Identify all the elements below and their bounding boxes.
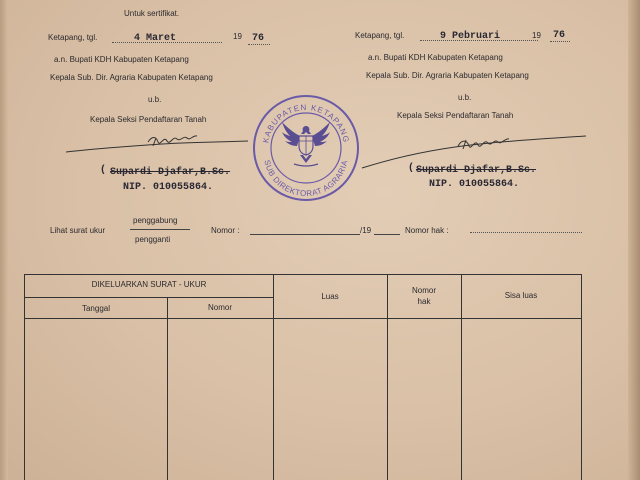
slash-year-label: /19 [360,226,372,235]
left-year-dotted-line [248,44,270,45]
nomor-fill-line [250,234,360,235]
col-divider-nomor [167,297,168,480]
svg-text:SUB DIREKTORAT AGRARIA: SUB DIREKTORAT AGRARIA [262,159,350,199]
right-century-label: 19 [532,31,541,40]
right-kepala-seksi-label: Kepala Seksi Pendaftaran Tanah [397,111,514,120]
left-year-value: 76 [252,33,265,44]
penggabung-divider [130,229,190,230]
year-fill-line [374,234,400,235]
left-official-name: Supardi Djafar,B.Sc. [110,167,231,178]
left-an-bupati-label: a.n. Bupati KDH Kabupaten Ketapang [54,55,189,64]
dikeluarkan-surat-ukur-header: DIKELUARKAN SURAT - UKUR [91,280,207,289]
right-official-name: Supardi Djafar,B.Sc. [416,165,537,176]
penggabung-label: penggabung [133,216,178,225]
lihat-surat-ukur-label: Lihat surat ukur [50,226,106,235]
untuk-sertifikat-label: Untuk sertifikat. [124,9,180,18]
nomor-hak-label: Nomor hak : [405,226,449,235]
right-date-value: 9 Pebruari [440,31,501,42]
nomor-hak-dotted-line [470,232,582,233]
right-ub-label: u.b. [458,93,472,102]
luas-column-header: Luas [321,292,339,301]
right-nip: NIP. 010055864. [429,179,520,190]
col-divider-sisa-luas [461,275,462,480]
left-kepala-seksi-label: Kepala Seksi Pendaftaran Tanah [90,115,207,124]
right-an-bupati-label: a.n. Bupati KDH Kabupaten Ketapang [368,53,503,62]
right-kepala-sub-label: Kepala Sub. Dir. Agraria Kabupaten Ketapang [366,71,529,80]
group-header-divider [25,297,273,298]
garuda-emblem-icon [282,122,330,166]
nomor-hak-column-header-line1: Nomor [411,286,436,295]
left-ub-label: u.b. [148,95,162,104]
svg-text:KABUPATEN KETAPANG: KABUPATEN KETAPANG [261,102,351,144]
nomor-hak-column-header-line2: hak [417,297,431,306]
paper-edge-left [0,0,8,480]
left-kepala-sub-label: Kepala Sub. Dir. Agraria Kabupaten Ketapang [50,73,213,82]
left-name-open-paren: ( [100,165,107,176]
right-year-value: 76 [553,30,566,41]
survey-issuance-table [24,274,582,480]
col-divider-luas [273,275,274,480]
right-name-open-paren: ( [408,163,415,174]
right-place-label: Ketapang, tgl. [355,31,405,40]
left-century-label: 19 [233,32,242,41]
tanggal-column-header: Tanggal [81,304,111,313]
left-nip: NIP. 010055864. [123,182,214,193]
pengganti-label: pengganti [135,235,171,244]
left-signature [62,130,252,160]
nomor-column-header: Nomor [207,303,232,312]
paper-edge-right [628,0,640,480]
left-date-value: 4 Maret [134,33,177,44]
nomor-label: Nomor : [211,226,240,235]
sisa-luas-column-header: Sisa luas [504,291,538,300]
header-bottom-divider [25,318,581,319]
agraria-stamp [248,92,364,204]
right-year-dotted-line [550,41,570,42]
left-place-label: Ketapang, tgl. [48,33,98,42]
